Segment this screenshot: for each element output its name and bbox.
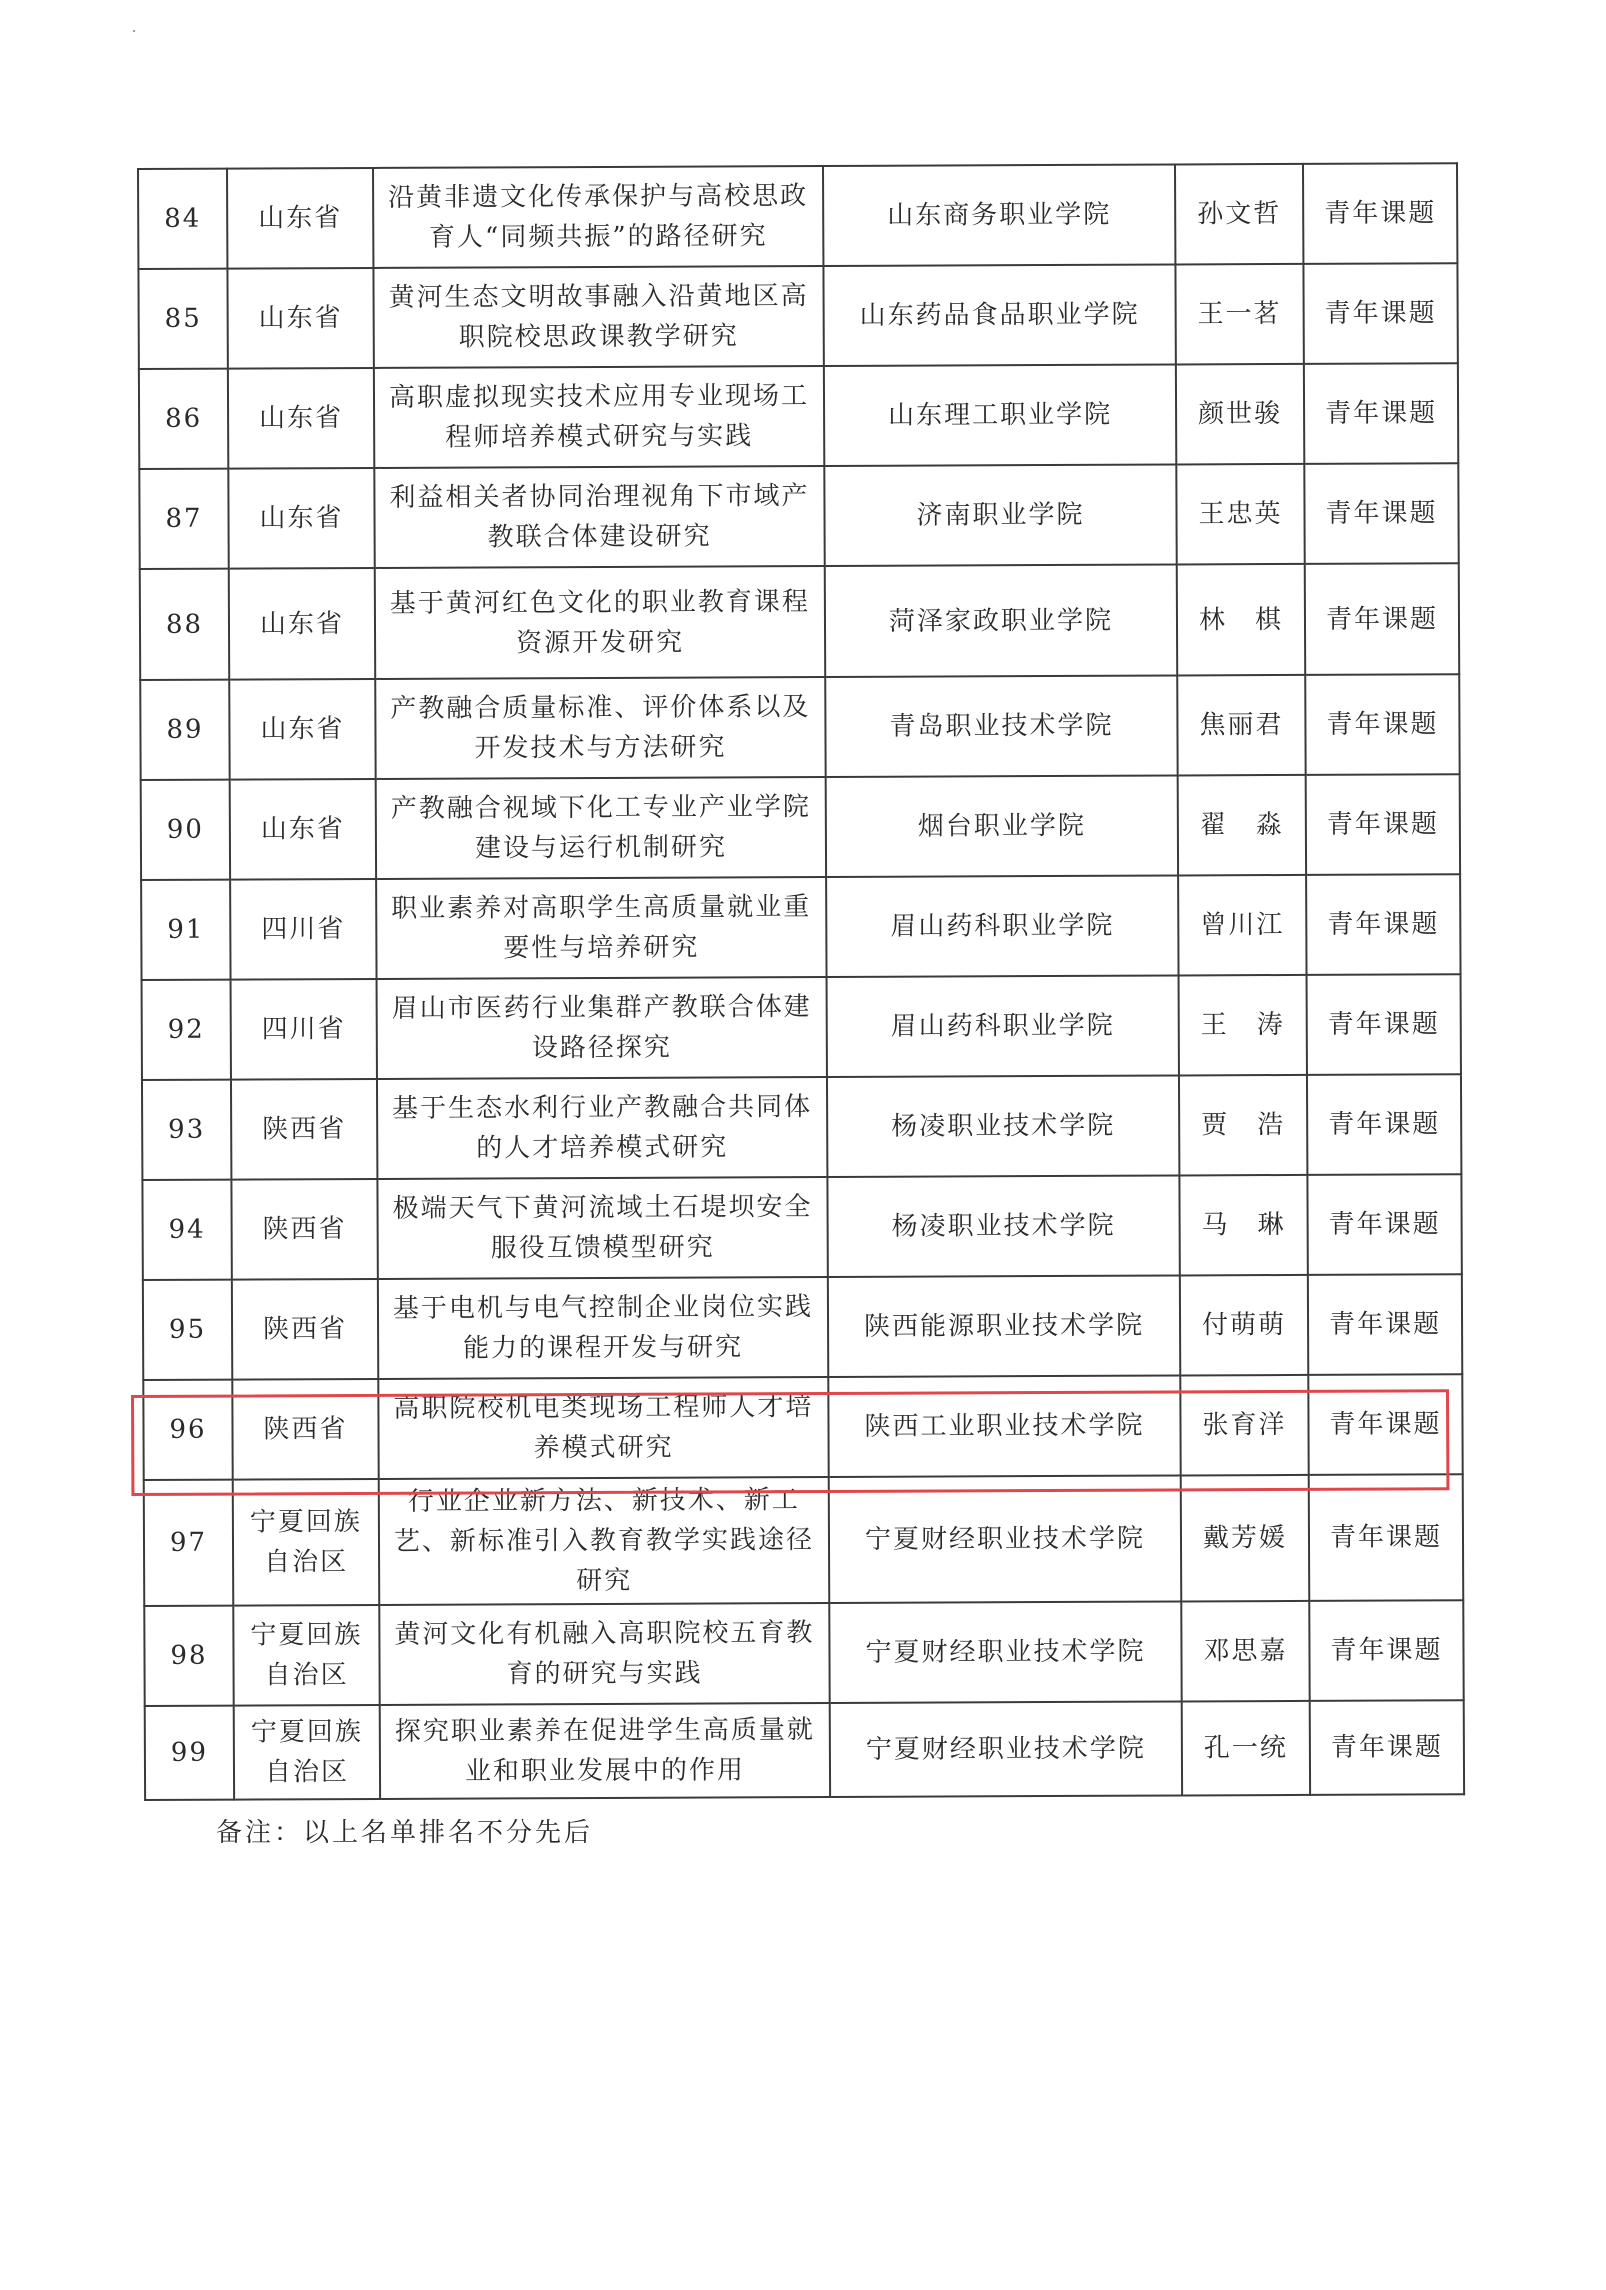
school-cell: 山东商务职业学院 [823,164,1175,266]
school-cell: 宁夏财经职业技术学院 [829,1601,1181,1703]
table-row [141,874,1460,980]
row-number: 92 [142,980,231,1080]
row-number: 95 [143,1280,232,1380]
school-cell: 山东理工职业学院 [824,364,1176,466]
leader-name-cell: 马 琳 [1179,1175,1307,1276]
project-title-cell: 探究职业素养在促进学生高质量就业和职业发展中的作用 [380,1703,830,1799]
category-cell: 青年课题 [1307,1074,1461,1175]
school-cell: 菏泽家政职业学院 [825,564,1177,677]
province-cell: 陕西省 [231,1079,377,1180]
category-cell: 青年课题 [1304,463,1458,564]
category-cell: 青年课题 [1303,163,1457,264]
leader-name-cell: 王忠英 [1176,464,1304,565]
school-cell: 济南职业学院 [824,464,1176,566]
province-cell: 山东省 [229,679,375,780]
table-body [138,163,1464,1800]
scan-speck [133,30,135,32]
table-row [144,1600,1463,1706]
school-cell: 陕西工业职业技术学院 [828,1375,1180,1477]
leader-name-cell: 孙文哲 [1175,164,1303,265]
leader-name-cell: 林 棋 [1177,564,1305,676]
school-cell: 宁夏财经职业技术学院 [829,1475,1182,1603]
school-cell: 眉山药科职业学院 [827,975,1179,1077]
row-number: 88 [140,569,229,680]
project-title-cell: 黄河生态文明故事融入沿黄地区高职院校思政课教学研究 [373,266,823,368]
row-number: 98 [144,1606,233,1706]
table-row [139,363,1458,469]
table-row [144,1474,1464,1606]
school-cell: 青岛职业技术学院 [825,675,1177,777]
leader-name-cell: 翟 淼 [1178,775,1306,876]
project-title-cell: 基于生态水利行业产教融合共同体的人才培养模式研究 [377,1077,827,1179]
leader-name-cell: 焦丽君 [1177,675,1305,776]
project-title-cell: 基于黄河红色文化的职业教育课程资源开发研究 [375,566,825,679]
school-cell: 眉山药科职业学院 [826,875,1178,977]
row-number: 90 [141,780,230,880]
row-number: 94 [142,1180,231,1280]
table-row [143,1274,1462,1380]
leader-name-cell: 张育洋 [1180,1375,1308,1476]
category-cell: 青年课题 [1309,1474,1464,1601]
footnote: 备注：以上名单排名不分先后 [216,1818,594,1848]
province-cell: 陕西省 [232,1279,378,1380]
table-row [142,1174,1461,1280]
province-cell: 四川省 [230,879,376,980]
table-row [138,263,1457,369]
category-cell: 青年课题 [1305,563,1459,675]
province-cell: 宁夏回族自治区 [234,1705,380,1800]
project-title-cell: 职业素养对高职学生高质量就业重要性与培养研究 [376,877,826,979]
school-cell: 烟台职业学院 [826,775,1178,877]
row-number: 85 [138,269,227,369]
category-cell: 青年课题 [1303,263,1457,364]
row-number: 86 [139,369,228,469]
province-cell: 陕西省 [231,1179,377,1280]
category-cell: 青年课题 [1305,674,1459,775]
category-cell: 青年课题 [1307,974,1461,1075]
category-cell: 青年课题 [1309,1600,1463,1701]
category-cell: 青年课题 [1307,1174,1461,1275]
project-title-cell: 产教融合质量标准、评价体系以及开发技术与方法研究 [375,677,825,779]
project-title-cell: 极端天气下黄河流域土石堤坝安全服役互馈模型研究 [377,1177,827,1279]
leader-name-cell: 贾 浩 [1179,1075,1307,1176]
project-title-cell: 眉山市医药行业集群产教联合体建设路径探究 [377,977,827,1079]
project-title-cell: 基于电机与电气控制企业岗位实践能力的课程开发与研究 [378,1277,828,1379]
province-cell: 山东省 [227,168,373,269]
leader-name-cell: 邓思嘉 [1181,1601,1309,1702]
category-cell: 青年课题 [1310,1700,1464,1795]
leader-name-cell: 颜世骏 [1176,364,1304,465]
project-title-cell: 行业企业新方法、新技术、新工艺、新标准引入教育教学实践途径研究 [379,1477,830,1605]
project-title-cell: 高职院校机电类现场工程师人才培养模式研究 [378,1377,828,1479]
row-number: 89 [140,680,229,780]
table-row [142,1074,1461,1180]
school-cell: 杨凌职业技术学院 [827,1175,1179,1277]
province-cell: 宁夏回族自治区 [233,1605,379,1706]
table-row [145,1700,1464,1800]
school-cell: 杨凌职业技术学院 [827,1075,1179,1177]
leader-name-cell: 曾川江 [1178,875,1306,976]
category-cell: 青年课题 [1304,363,1458,464]
school-cell: 山东药品食品职业学院 [823,264,1175,366]
province-cell: 山东省 [229,568,375,680]
category-cell: 青年课题 [1306,874,1460,975]
category-cell: 青年课题 [1308,1374,1462,1475]
project-list-table [137,162,1465,1801]
province-cell: 宁夏回族自治区 [233,1479,380,1606]
row-number: 84 [138,169,227,269]
project-title-cell: 沿黄非遗文化传承保护与高校思政育人“同频共振”的路径研究 [373,166,823,268]
table-row [141,774,1460,880]
province-cell: 山东省 [230,779,376,880]
leader-name-cell: 付萌萌 [1180,1275,1308,1376]
project-title-cell: 黄河文化有机融入高职院校五育教育的研究与实践 [379,1603,829,1705]
leader-name-cell: 王 涛 [1179,975,1307,1076]
row-number: 87 [139,469,228,569]
province-cell: 山东省 [228,368,374,469]
province-cell: 山东省 [228,468,374,569]
table-row [142,974,1461,1080]
leader-name-cell: 戴芳媛 [1181,1475,1310,1602]
table-row [143,1374,1462,1480]
province-cell: 山东省 [227,268,373,369]
table-row [140,563,1459,680]
table-row [138,163,1457,269]
project-title-cell: 产教融合视域下化工专业产业学院建设与运行机制研究 [376,777,826,879]
row-number: 96 [143,1380,232,1480]
table-row [139,463,1458,569]
project-title-cell: 高职虚拟现实技术应用专业现场工程师培养模式研究与实践 [374,366,824,468]
row-number: 91 [141,880,230,980]
school-cell: 宁夏财经职业技术学院 [830,1701,1182,1797]
table-row [140,674,1459,780]
project-title-cell: 利益相关者协同治理视角下市域产教联合体建设研究 [374,466,824,568]
school-cell: 陕西能源职业技术学院 [828,1275,1180,1377]
category-cell: 青年课题 [1306,774,1460,875]
province-cell: 四川省 [231,979,377,1080]
province-cell: 陕西省 [232,1379,378,1480]
row-number: 93 [142,1080,231,1180]
leader-name-cell: 孔一统 [1182,1701,1310,1796]
row-number: 97 [144,1480,234,1606]
row-number: 99 [145,1706,234,1800]
leader-name-cell: 王一茗 [1175,264,1303,365]
category-cell: 青年课题 [1308,1274,1462,1375]
